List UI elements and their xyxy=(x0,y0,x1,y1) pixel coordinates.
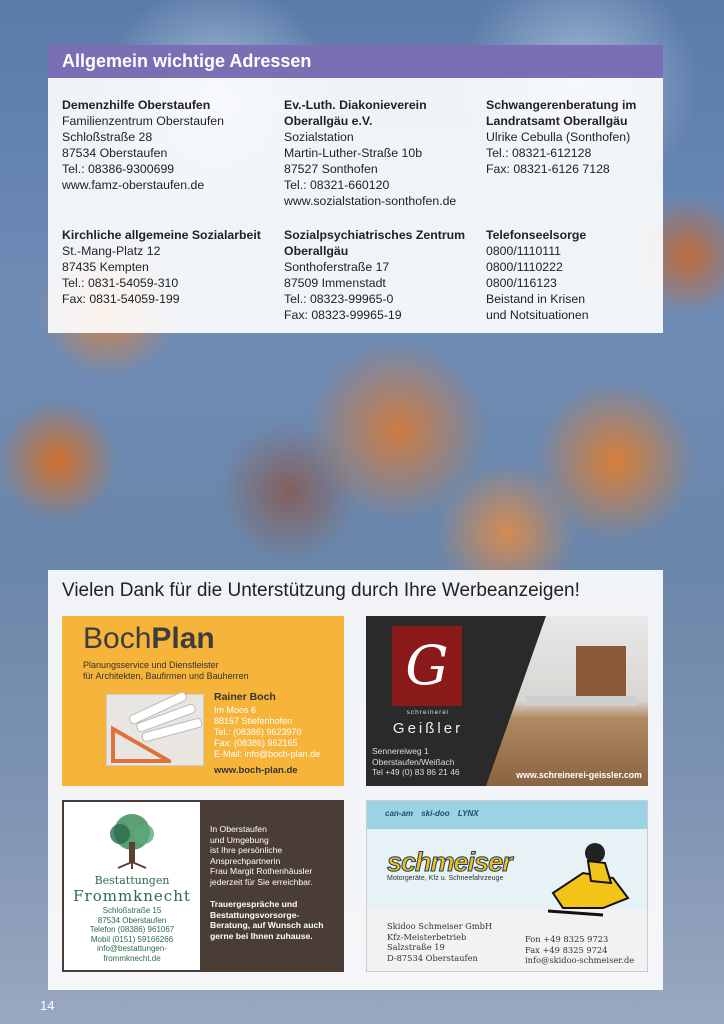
frommknecht-line: Telefon (08386) 961067 xyxy=(89,925,175,934)
geissler-line: Sennereiweg 1 xyxy=(372,746,429,756)
kitchen-photo xyxy=(486,616,648,786)
frommknecht-text-line: Ansprechpartnerin xyxy=(210,855,281,866)
geissler-logo-mark: G xyxy=(392,626,462,706)
address-title: Kirchliche allgemeine Sozialarbeit xyxy=(62,228,261,242)
frommknecht-text-line: jederzeit für Sie erreichbar. xyxy=(210,876,313,887)
address-block-demenzhilfe xyxy=(62,97,272,193)
frommknecht-bold-text xyxy=(210,899,338,941)
frommknecht-text-line: In Oberstaufen xyxy=(210,824,267,834)
bochplan-line: Fax: (08386) 962165 xyxy=(214,738,298,748)
address-line: 87435 Kempten xyxy=(62,260,149,274)
ad-frommknecht[interactable] xyxy=(62,800,344,972)
ads-panel xyxy=(48,570,663,990)
address-line: Martin-Luther-Straße 10b xyxy=(284,146,423,160)
bochplan-logo-bold: Plan xyxy=(151,622,215,655)
bochplan-tagline-1: Planungsservice und Dienstleister xyxy=(83,660,219,670)
bochplan-name: Rainer Boch xyxy=(214,691,276,703)
schmeiser-tagline: Motorgeräte, Kfz u. Schneefahrzeuge xyxy=(387,875,504,882)
schmeiser-phone: Fon +49 8325 9723 xyxy=(525,934,609,944)
address-title: Ev.-Luth. Diakonieverein Oberallgäu e.V. xyxy=(284,98,427,128)
address-line: Beistand in Krisen xyxy=(486,292,586,306)
ad-geissler[interactable] xyxy=(366,616,648,786)
geissler-name: Geißler xyxy=(392,720,464,737)
bochplan-tagline-2: für Architekten, Baufirmen und Bauherren xyxy=(83,671,249,681)
kitchen-counter xyxy=(526,696,636,706)
bochplan-logo xyxy=(83,622,215,656)
address-block-sozialarbeit xyxy=(62,227,277,307)
address-line: www.famz-oberstaufen.de xyxy=(62,178,205,192)
address-line: Fax: 08323-99965-19 xyxy=(284,308,402,322)
addresses-header: Allgemein wichtige Adressen xyxy=(48,45,663,78)
address-line: 87509 Immenstadt xyxy=(284,276,386,290)
schmeiser-email[interactable]: info@skidoo-schmeiser.de xyxy=(525,955,635,965)
schmeiser-line: Skidoo Schmeiser GmbH xyxy=(387,921,493,931)
addresses-panel xyxy=(48,45,663,333)
address-block-diakonieverein xyxy=(284,97,479,209)
schmeiser-line: Salzstraße 19 xyxy=(387,942,445,952)
address-line: Schloßstraße 28 xyxy=(62,130,153,144)
address-line: Sonthoferstraße 17 xyxy=(284,260,390,274)
address-line: Fax: 0831-54059-199 xyxy=(62,292,180,306)
geissler-address xyxy=(372,746,460,778)
tree-icon xyxy=(102,810,162,870)
ad-bochplan[interactable] xyxy=(62,616,344,786)
schmeiser-address xyxy=(387,921,492,963)
bochplan-email[interactable]: E-Mail: info@boch-plan.de xyxy=(214,749,321,759)
schmeiser-contact xyxy=(525,934,634,966)
address-block-sozialpsychiatrie xyxy=(284,227,479,323)
address-line: www.sozialstation-sonthofen.de xyxy=(284,194,457,208)
frommknecht-bold-line: Beratung, auf Wunsch auch xyxy=(210,920,324,930)
address-line: Tel.: 08321-660120 xyxy=(284,178,390,192)
address-line: 87527 Sonthofen xyxy=(284,162,378,176)
address-line: Sozialstation xyxy=(284,130,354,144)
address-line: 0800/1110222 xyxy=(486,260,563,274)
geissler-line: Oberstaufen/Weißach xyxy=(372,756,455,767)
address-title: Schwangerenberatung im Landratsamt Oberallgäu xyxy=(486,98,637,128)
bochplan-line: Im Moos 6 xyxy=(214,705,257,715)
frommknecht-email[interactable]: info@bestattungen- xyxy=(97,944,167,953)
address-title: Sozialpsychiatrisches Zentrum Oberallgäu xyxy=(284,228,466,258)
schmeiser-line: Kfz-Meisterbetrieb xyxy=(387,931,467,942)
frommknecht-line: Schloßstraße 15 xyxy=(102,906,162,915)
frommknecht-email[interactable]: frommknecht.de xyxy=(103,953,161,963)
bochplan-line: 88167 Stiefenhofen xyxy=(214,716,293,726)
ads-title: Vielen Dank für die Unterstützung durch Ihre Werbeanzeigen! xyxy=(62,580,580,601)
geissler-subtitle: schreinerei xyxy=(406,709,450,716)
address-title: Telefonseelsorge xyxy=(486,228,587,242)
frommknecht-card xyxy=(64,802,200,970)
address-line: und Notsituationen xyxy=(486,308,589,322)
address-line: Fax: 08321-6126 7128 xyxy=(486,162,610,176)
snowmobile-icon xyxy=(543,823,633,923)
frommknecht-text-line: und Umgebung xyxy=(210,834,269,845)
frommknecht-text-line: ist Ihre persönliche xyxy=(210,845,283,855)
address-line: Tel.: 08386-9300699 xyxy=(62,162,175,176)
address-title: Demenzhilfe Oberstaufen xyxy=(62,98,211,112)
frommknecht-bold-line: Trauergespräche und xyxy=(210,899,298,909)
address-block-telefonseelsorge xyxy=(486,227,658,323)
address-line: 0800/1110111 xyxy=(486,244,561,258)
address-line: Ulrike Cebulla (Sonthofen) xyxy=(486,130,631,144)
frommknecht-address xyxy=(64,906,200,963)
schmeiser-line: D-87534 Oberstaufen xyxy=(387,952,478,963)
frommknecht-text xyxy=(210,824,338,941)
frommknecht-bold-line: Bestattungsvorsorge- xyxy=(210,909,300,920)
address-line: Tel.: 08323-99965-0 xyxy=(284,292,394,306)
bochplan-line: Tel.: (08386) 9623970 xyxy=(214,727,302,737)
address-line: Tel.: 08321-612128 xyxy=(486,146,592,160)
set-square-icon xyxy=(111,725,171,763)
geissler-line: Tel +49 (0) 83 86 21 46 xyxy=(372,767,460,777)
frommknecht-brand-1: Bestattungen xyxy=(94,874,170,887)
page-number: 14 xyxy=(40,998,55,1013)
bochplan-tagline xyxy=(83,660,249,682)
blueprint-image xyxy=(106,694,204,766)
ad-schmeiser[interactable] xyxy=(366,800,648,972)
schmeiser-fax: Fax +49 8325 9724 xyxy=(525,944,608,955)
bochplan-website-link[interactable]: www.boch-plan.de xyxy=(214,765,298,776)
address-block-schwangerenberatung xyxy=(486,97,658,177)
frommknecht-bold-line: gerne bei Ihnen zuhause. xyxy=(210,930,313,941)
frommknecht-text-line: Frau Margit Rothenhäusler xyxy=(210,866,313,876)
frommknecht-line: Mobil (0151) 59166266 xyxy=(90,934,174,944)
bochplan-contact xyxy=(214,692,320,776)
schmeiser-brands: can-am ski-doo LYNX xyxy=(385,809,479,818)
address-line: 87534 Oberstaufen xyxy=(62,146,168,160)
address-line: St.-Mang-Platz 12 xyxy=(62,244,161,258)
address-line: Familienzentrum Oberstaufen xyxy=(62,114,224,128)
address-line: 0800/116123 xyxy=(486,276,557,290)
frommknecht-brand-2: Frommknecht xyxy=(73,887,191,905)
frommknecht-line: 87534 Oberstaufen xyxy=(97,915,167,925)
bochplan-logo-light: Boch xyxy=(83,622,152,655)
geissler-website-link[interactable]: www.schreinerei-geissler.com xyxy=(516,770,642,780)
schmeiser-logo: schmeiser xyxy=(387,847,512,877)
address-line: Tel.: 0831-54059-310 xyxy=(62,276,179,290)
